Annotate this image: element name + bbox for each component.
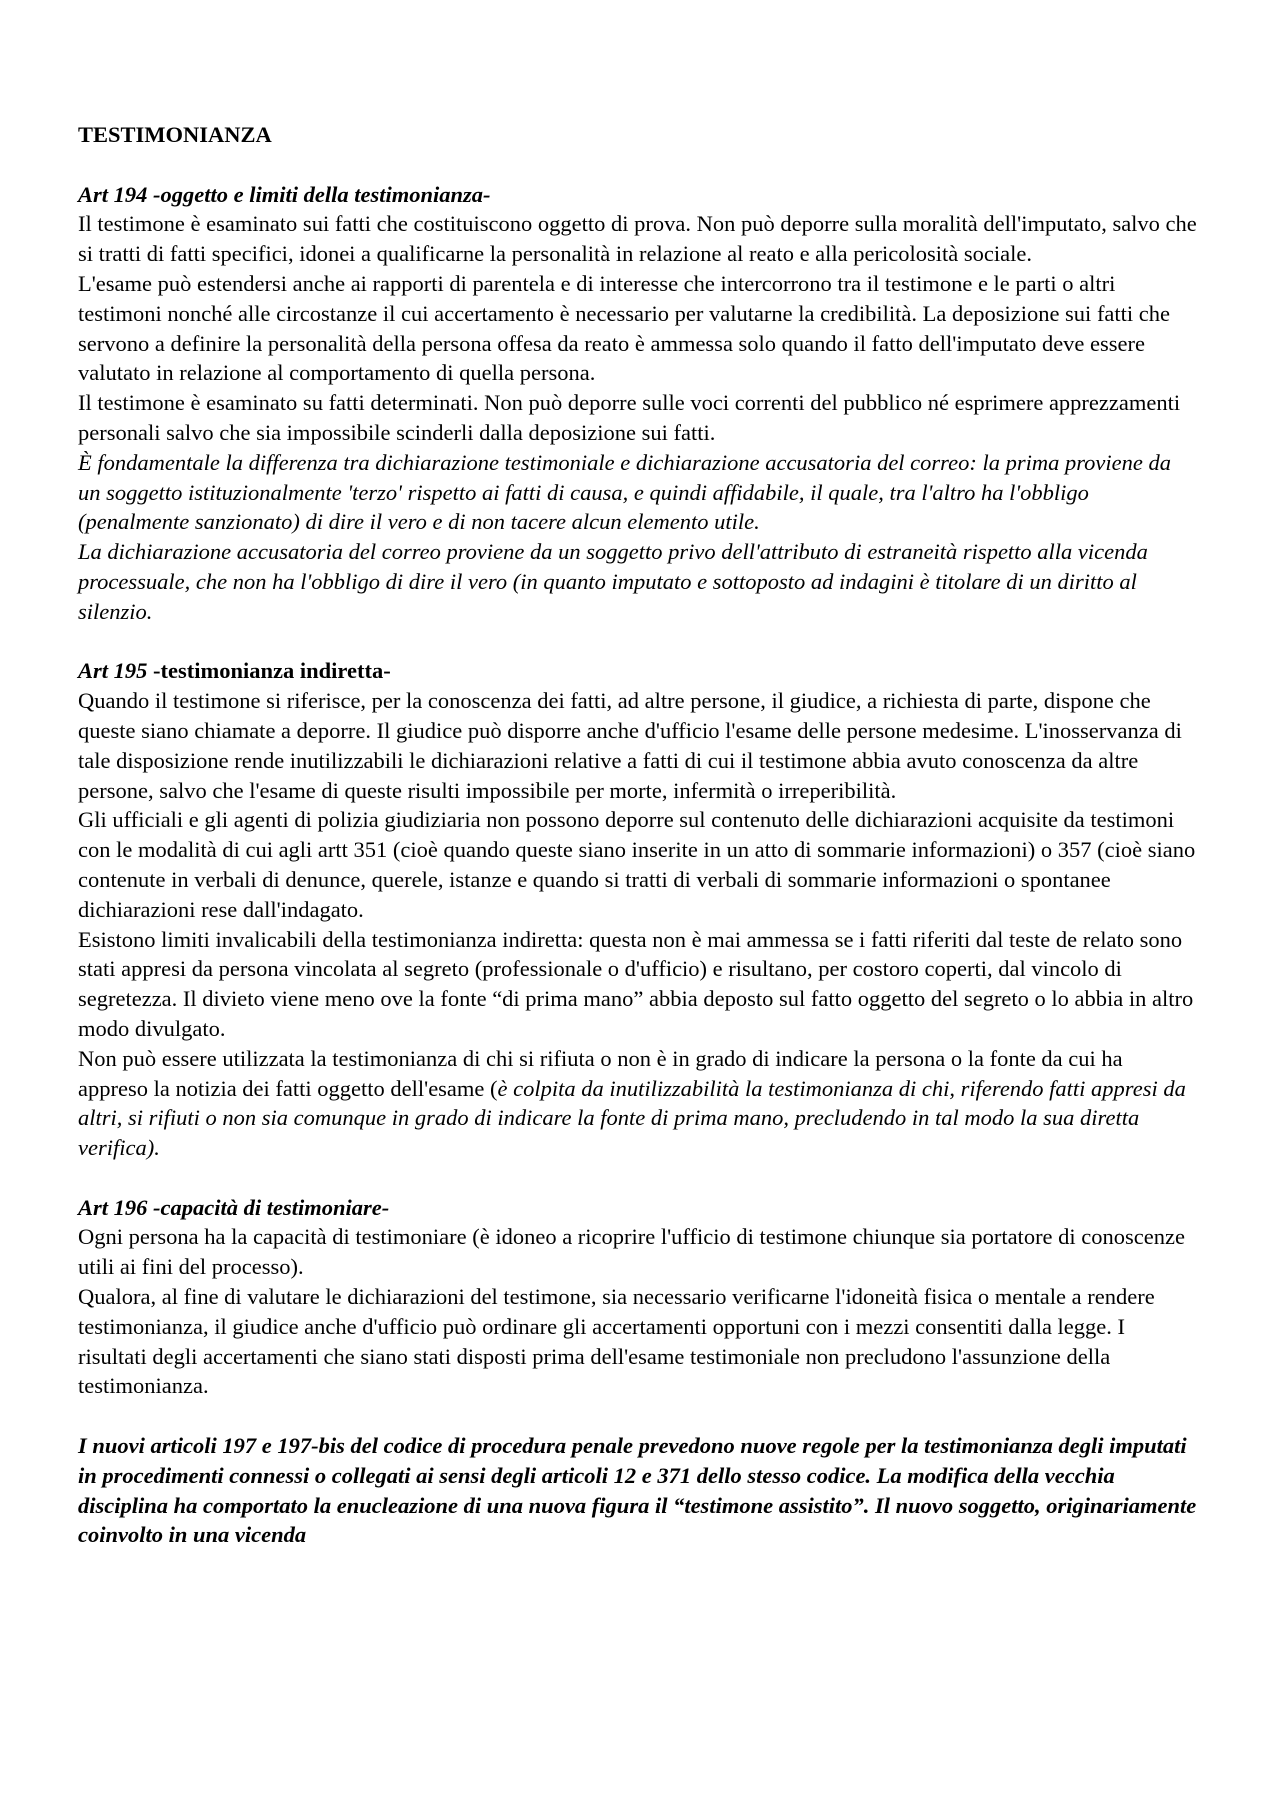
art-195-paragraph-4	[78, 1044, 1198, 1163]
section-art-196	[78, 1193, 1198, 1402]
art-195-number: Art 195	[78, 658, 148, 684]
document-page	[78, 120, 1198, 1550]
art-196-paragraph-2: Qualora, al fine di valutare le dichiarazioni del testimone, sia necessario verificarne l'idoneità fisica o mentale a rendere testimonianza, il giudice anche d'ufficio può ordinare gli accertamenti opportuni con i mezzi consentiti dalla legge. I risultati degli accertamenti che siano stati disposti prima dell'esame testimoniale non precludono l'assunzione della testimonianza.	[78, 1284, 1155, 1399]
section-art-195	[78, 656, 1198, 1163]
art-195-paragraph-4-note: è colpita da inutilizzabilità la testimonianza di chi, riferendo fatti appresi da altri, si rifiuti o non sia comunque in grado di indicare la fonte di prima mano, precludendo in tal modo la sua diretta verifica).	[78, 1075, 1186, 1161]
art-195-subtitle: -testimonianza indiretta-	[147, 658, 391, 684]
art-196-subtitle: -capacità di testimoniare-	[147, 1194, 390, 1220]
art-196-paragraph-1: Ogni persona ha la capacità di testimoniare (è idoneo a ricoprire l'ufficio di testimone chiunque sia portatore di conoscenze utili ai fini del processo).	[78, 1224, 1185, 1280]
art-194-heading	[78, 180, 1198, 210]
art-195-paragraph-1: Quando il testimone si riferisce, per la conoscenza dei fatti, ad altre persone, il giudice, a richiesta di parte, dispone che queste siano chiamate a deporre. Il giudice può disporre anche d'ufficio l'esame delle persone medesime. L'inosservanza di tale disposizione rende inutilizzabili le dichiarazioni relative a fatti di cui il testimone abbia avuto conoscenza da altre persone, salvo che l'esame di queste risulti impossibile per morte, infermità o irreperibilità.	[78, 688, 1182, 803]
art-195-paragraph-3: Esistono limiti invalicabili della testimonianza indiretta: questa non è mai ammessa se i fatti riferiti dal teste de relato sono stati appresi da persona vincolata al segreto (professionale o d'ufficio) e risultano, per costoro coperti, dal vincolo di segretezza. Il divieto viene meno ove la fonte “di prima mano” abbia deposto sul fatto oggetto del segreto o lo abbia in altro modo divulgato.	[78, 926, 1194, 1041]
closing-paragraph: I nuovi articoli 197 e 197-bis del codice di procedura penale prevedono nuove regole per la testimonianza degli imputati in procedimenti connessi o collegati ai sensi degli articoli 12 e 371 dello stesso codice. La modifica della vecchia disciplina ha comportato la enucleazione di una nuova figura il “testimone assistito”. Il nuovo soggetto, originariamente coinvolto in una vicenda	[78, 1433, 1197, 1548]
art-196-number: Art 196	[78, 1194, 148, 1220]
art-194-paragraph-3: Il testimone è esaminato su fatti determinati. Non può deporre sulle voci correnti del pubblico né esprimere apprezzamenti personali salvo che sia impossibile scinderli dalla deposizione sui fatti.	[78, 390, 1181, 445]
art-194-paragraph-5: La dichiarazione accusatoria del correo proviene da un soggetto privo dell'attributo di estraneità rispetto alla vicenda processuale, che non ha l'obbligo di dire il vero (in quanto imputato e sottoposto ad indagini è titolare di un diritto al silenzio.	[78, 539, 1148, 624]
art-194-subtitle: -oggetto e limiti della testimonianza-	[147, 181, 491, 207]
art-196-heading	[78, 1193, 1198, 1223]
art-194-paragraph-2: L'esame può estendersi anche ai rapporti di parentela e di interesse che intercorrono tra il testimone e le parti o altri testimoni nonché alle circostanze il cui accertamento è necessario per valutarne la credibilità. La deposizione sui fatti che servono a definire la personalità della persona offesa da reato è ammessa solo quando il fatto dell'imputato deve essere valutato in relazione al comportamento di quella persona.	[78, 270, 1171, 386]
art-195-paragraph-2: Gli ufficiali e gli agenti di polizia giudiziaria non possono deporre sul contenuto delle dichiarazioni acquisite da testimoni con le modalità di cui agli artt 351 (cioè quando queste siano inserite in un atto di sommarie informazioni) o 357 (cioè siano contenute in verbali di denunce, querele, istanze e quando si tratti di verbali di sommarie informazioni o spontanee dichiarazioni rese dall'indagato.	[78, 807, 1196, 922]
section-art-194	[78, 180, 1198, 627]
art-195-heading	[78, 656, 1198, 686]
art-194-number: Art 194	[78, 181, 148, 207]
art-194-paragraph-4: È fondamentale la differenza tra dichiarazione testimoniale e dichiarazione accusatoria del correo: la prima proviene da un soggetto istituzionalmente 'terzo' rispetto ai fatti di causa, e quindi affidabile, il quale, tra l'altro ha l'obbligo (penalmente sanzionato) di dire il vero e di non tacere alcun elemento utile.	[78, 449, 1171, 535]
art-195-paragraph-4-text: Non può essere utilizzata la testimonianza di chi si rifiuta o non è in grado di indicare la persona o la fonte da cui ha appreso la notizia dei fatti oggetto dell'esame (	[78, 1045, 1123, 1101]
document-title: TESTIMONIANZA	[78, 122, 272, 147]
art-194-paragraph-1: Il testimone è esaminato sui fatti che costituiscono oggetto di prova. Non può deporre sulla moralità dell'imputato, salvo che si tratti di fatti specifici, idonei a qualificarne la personalità in relazione al reato e alla pericolosità sociale.	[78, 211, 1197, 267]
